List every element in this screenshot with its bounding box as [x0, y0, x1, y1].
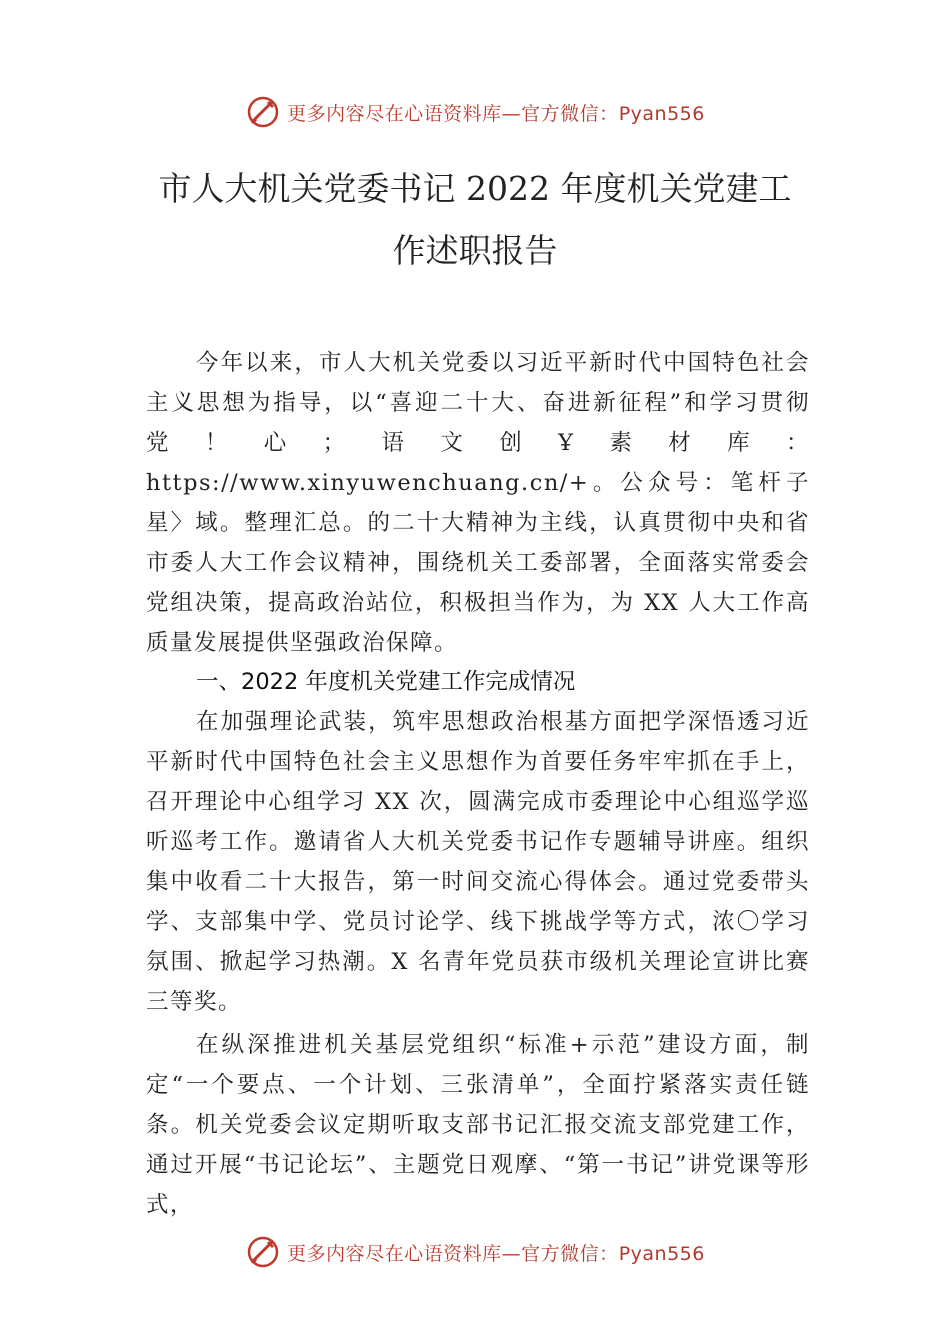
- brush-logo-icon: [245, 1234, 281, 1270]
- footer-watermark: [0, 1232, 950, 1272]
- study-paragraph: 在加强理论武装，筑牢思想政治根基方面把学深悟透习近平新时代中国特色社会主义思想作为首要任务牢牢抓在手上，召开理论中心组学习 XX 次，圆满完成市委理论中心组巡学巡听巡考工作。邀请省人大机关党委书记作专题辅导讲座。组织集中收看二十大报告，第一时间交流心得体会。通过党委带头学、支部集中学、党员讨论学、线下挑战学等方式，浓〇学习氛围、掀起学习热潮。X 名青年党员获市级机关理论宣讲比赛三等奖。: [146, 709, 810, 1015]
- section-heading: 一、2022 年度机关党建工作完成情况: [196, 669, 576, 695]
- watermark-text: 更多内容尽在心语资料库—官方微信：Pyan556: [287, 1242, 705, 1265]
- intro-paragraph: 今年以来，市人大机关党委以习近平新时代中国特色社会主义思想为指导，以“喜迎二十大、奋进新征程”和学习贯彻党！心；语文创Ұ素材库：https://www.xinyuwenchuang.cn/+。公众号：笔杆子星〉域。整理汇总。的二十大精神为主线，认真贯彻中央和省市委人大工作会议精神，围绕机关工委部署，全面落实常委会党组决策，提高政治站位，积极担当作为，为 XX 人大工作高质量发展提供坚强政治保障。: [146, 350, 810, 656]
- header-watermark: [0, 92, 950, 132]
- title-line-2: 作述职报告: [392, 231, 558, 270]
- title-line-1: 市人大机关党委书记 2022 年度机关党建工: [158, 169, 792, 208]
- standard-paragraph: 在纵深推进机关基层党组织“标准+示范”建设方面，制定“一个要点、一个计划、三张清单”，全面拧紧落实责任链条。机关党委会议定期听取支部书记汇报交流支部党建工作，通过开展“书记论坛”、主题党日观摩、“第一书记”讲党课等形式，: [146, 1032, 810, 1218]
- page-title: [120, 158, 830, 282]
- brush-logo-icon: [245, 94, 281, 130]
- watermark-text: 更多内容尽在心语资料库—官方微信：Pyan556: [287, 102, 705, 125]
